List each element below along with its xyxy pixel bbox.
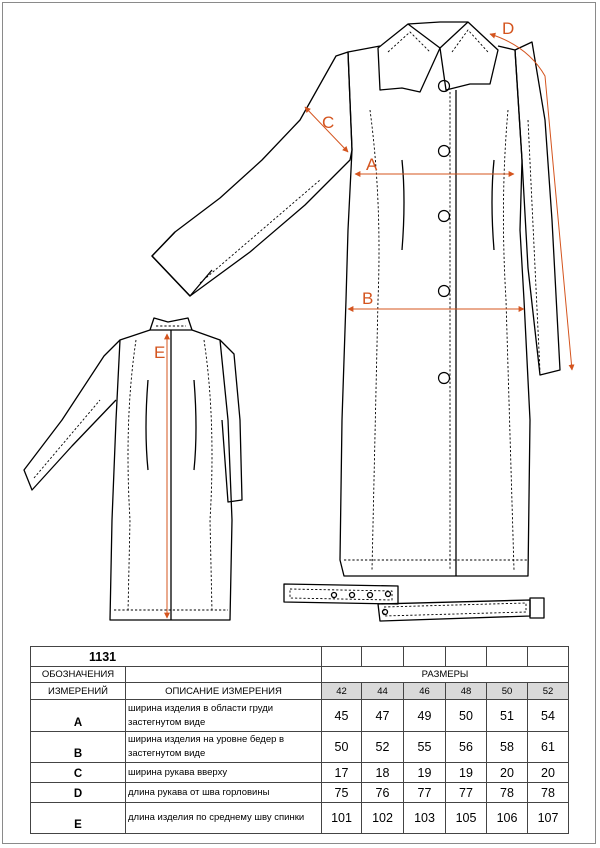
row-value: 106 — [487, 803, 528, 834]
code-header-line2: ИЗМЕРЕНИЙ — [31, 683, 126, 700]
dimension-label-b: B — [362, 289, 374, 308]
row-value: 20 — [487, 763, 528, 783]
dimension-label-a: A — [366, 155, 378, 174]
row-value: 103 — [404, 803, 446, 834]
row-value: 50 — [322, 732, 362, 763]
table-row-model — [31, 647, 569, 667]
front-right-sleeve — [515, 42, 560, 375]
row-value: 19 — [446, 763, 487, 783]
belt — [284, 584, 544, 621]
row-value: 19 — [404, 763, 446, 783]
desc-header: ОПИСАНИЕ ИЗМЕРЕНИЯ — [126, 683, 322, 700]
row-description: ширина изделия в области груди застегнутом виде — [126, 700, 322, 732]
row-value: 54 — [528, 700, 569, 732]
row-value: 17 — [322, 763, 362, 783]
back-collar — [150, 318, 192, 330]
row-value: 20 — [528, 763, 569, 783]
table-row — [31, 803, 569, 834]
row-value: 49 — [404, 700, 446, 732]
dimension-label-d: D — [502, 19, 515, 38]
code-header-line1: ОБОЗНАЧЕНИЯ — [31, 667, 126, 683]
row-value: 45 — [322, 700, 362, 732]
coat-front-view — [152, 22, 560, 621]
size-header-46: 46 — [404, 683, 446, 700]
row-value: 101 — [322, 803, 362, 834]
row-value: 105 — [446, 803, 487, 834]
row-value: 107 — [528, 803, 569, 834]
row-description: длина изделия по среднему шву спинки — [126, 803, 322, 834]
size-header-50: 50 — [487, 683, 528, 700]
row-value: 75 — [322, 783, 362, 803]
row-value: 102 — [362, 803, 404, 834]
front-body — [340, 46, 530, 576]
table-row — [31, 700, 569, 732]
row-value: 47 — [362, 700, 404, 732]
back-right-sleeve — [220, 340, 242, 502]
measure-line-d — [490, 34, 572, 370]
row-value: 78 — [528, 783, 569, 803]
row-value: 56 — [446, 732, 487, 763]
row-code: D — [31, 783, 126, 803]
table-header-row-1 — [31, 667, 569, 683]
table-row — [31, 783, 569, 803]
row-description: ширина рукава вверху — [126, 763, 322, 783]
row-value: 18 — [362, 763, 404, 783]
dimension-label-c: C — [322, 113, 335, 132]
row-value: 77 — [404, 783, 446, 803]
row-value: 78 — [487, 783, 528, 803]
row-value: 50 — [446, 700, 487, 732]
back-left-sleeve — [24, 340, 120, 490]
table-row — [31, 763, 569, 783]
row-value: 76 — [362, 783, 404, 803]
sizes-header: РАЗМЕРЫ — [322, 667, 569, 683]
table-row — [31, 732, 569, 763]
model-number: 1131 — [31, 647, 322, 667]
row-code: B — [31, 732, 126, 763]
size-chart-table — [30, 646, 569, 834]
size-header-48: 48 — [446, 683, 487, 700]
row-value: 77 — [446, 783, 487, 803]
front-buttons — [439, 81, 450, 384]
row-value: 55 — [404, 732, 446, 763]
dimension-label-e: E — [154, 343, 166, 362]
row-value: 52 — [362, 732, 404, 763]
row-code: A — [31, 700, 126, 732]
front-left-sleeve — [152, 52, 352, 296]
row-value: 51 — [487, 700, 528, 732]
size-header-42: 42 — [322, 683, 362, 700]
size-header-52: 52 — [528, 683, 569, 700]
front-collar — [378, 24, 440, 92]
row-description: длина рукава от шва горловины — [126, 783, 322, 803]
table-header-row-2 — [31, 683, 569, 700]
row-code: E — [31, 803, 126, 834]
coat-back-view — [24, 318, 242, 620]
size-header-44: 44 — [362, 683, 404, 700]
row-value: 61 — [528, 732, 569, 763]
row-code: C — [31, 763, 126, 783]
row-description: ширина изделия на уровне бедер в застегнутом виде — [126, 732, 322, 763]
row-value: 58 — [487, 732, 528, 763]
